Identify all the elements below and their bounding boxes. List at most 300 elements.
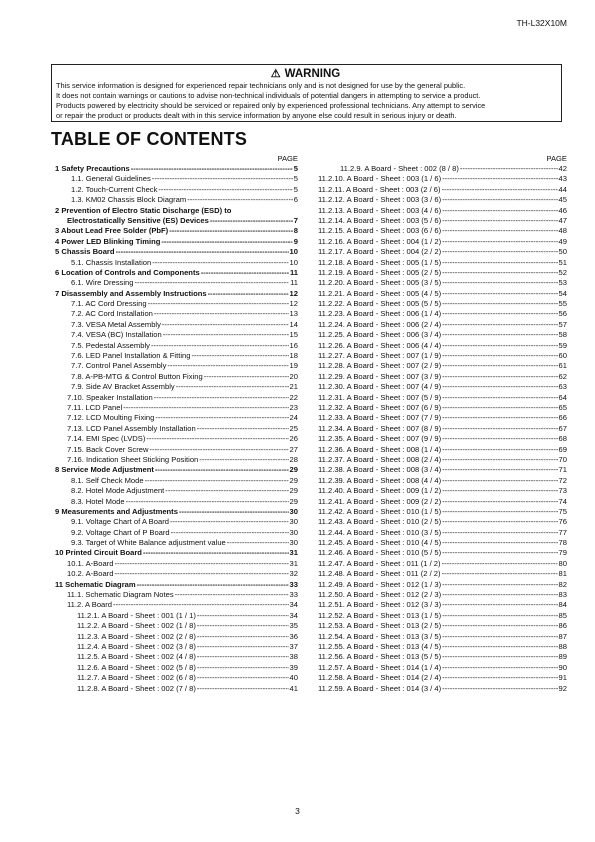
toc-leader xyxy=(179,507,289,517)
toc-entry-title: 11.2.52. A Board - Sheet : 013 (1 / 5) xyxy=(318,610,442,620)
toc-entry-title: 11.2. A Board xyxy=(67,600,113,610)
toc-entry[interactable] xyxy=(55,455,298,465)
toc-entry-page: 88 xyxy=(558,641,567,651)
warning-box xyxy=(51,64,562,122)
toc-entry-page: 90 xyxy=(558,662,567,672)
toc-entry-title: 11.1. Schematic Diagram Notes xyxy=(67,590,174,600)
toc-entry-page: 29 xyxy=(289,486,298,496)
toc-entry[interactable] xyxy=(318,517,567,527)
toc-entry-page: 36 xyxy=(289,631,298,641)
toc-entry[interactable] xyxy=(318,538,567,548)
toc-leader xyxy=(442,206,557,216)
toc-entry-page: 30 xyxy=(289,517,298,527)
toc-entry[interactable] xyxy=(318,673,567,683)
toc-entry[interactable] xyxy=(318,611,567,621)
toc-entry-page: 18 xyxy=(289,351,298,361)
toc-entry[interactable] xyxy=(55,652,298,662)
toc-leader xyxy=(116,247,289,257)
toc-leader xyxy=(442,642,557,652)
toc-entry-title: 11.2.3. A Board - Sheet : 002 (2 / 8) xyxy=(77,631,196,641)
toc-entry[interactable] xyxy=(318,652,567,662)
toc-entry[interactable] xyxy=(318,226,567,236)
toc-entry-title: 7.16. Indication Sheet Sticking Position xyxy=(67,454,199,464)
toc-entry-page: 25 xyxy=(289,423,298,433)
toc-entry[interactable] xyxy=(55,642,298,652)
toc-leader xyxy=(442,403,557,413)
toc-entry-title: 11.2.44. A Board - Sheet : 010 (3 / 5) xyxy=(318,527,442,537)
toc-entry[interactable] xyxy=(55,580,298,590)
toc-entry-title: 9.2. Voltage Chart of P Board xyxy=(71,527,170,537)
toc-entry[interactable] xyxy=(55,538,298,548)
toc-entry[interactable] xyxy=(318,237,567,247)
toc-leader xyxy=(442,663,557,673)
toc-leader xyxy=(123,403,288,413)
toc-entry-title: 7.11. LCD Panel xyxy=(67,402,123,412)
toc-leader xyxy=(197,673,289,683)
toc-entry-title: 11.2.4. A Board - Sheet : 002 (3 / 8) xyxy=(77,641,196,651)
toc-entry[interactable] xyxy=(318,465,567,475)
toc-entry[interactable] xyxy=(318,216,567,226)
toc-entry[interactable] xyxy=(55,497,298,507)
toc-entry-title: 10.1. A-Board xyxy=(67,558,114,568)
toc-leader xyxy=(442,382,557,392)
toc-entry-title: 11.2.38. A Board - Sheet : 008 (3 / 4) xyxy=(318,465,442,475)
toc-entry-page: 39 xyxy=(289,662,298,672)
toc-entry[interactable] xyxy=(318,185,567,195)
toc-entry-page: 34 xyxy=(289,600,298,610)
toc-entry[interactable] xyxy=(318,497,567,507)
toc-entry-page: 73 xyxy=(558,486,567,496)
toc-entry[interactable] xyxy=(55,476,298,486)
toc-leader xyxy=(442,652,557,662)
toc-entry[interactable] xyxy=(55,195,298,205)
toc-entry-page: 7 xyxy=(293,215,298,225)
toc-entry-title: 11.2.5. A Board - Sheet : 002 (4 / 8) xyxy=(77,652,196,662)
toc-entry-page: 89 xyxy=(558,652,567,662)
toc-entry-page: 30 xyxy=(289,527,298,537)
toc-entry-title: 5.1. Chassis Installation xyxy=(71,257,152,267)
toc-leader xyxy=(197,424,289,434)
toc-entry[interactable] xyxy=(55,164,298,174)
toc-entry[interactable] xyxy=(318,278,567,288)
toc-entry-title: 11.2.50. A Board - Sheet : 012 (2 / 3) xyxy=(318,590,442,600)
warning-line: This service information is designed for experienced repair technicians only and is not designed for use by the general public. xyxy=(56,81,466,90)
toc-entry[interactable] xyxy=(55,268,298,278)
toc-entry-title: 11.2.36. A Board - Sheet : 008 (1 / 4) xyxy=(318,444,442,454)
toc-entry-title: 11.2.48. A Board - Sheet : 011 (2 / 2) xyxy=(318,569,441,579)
toc-entry[interactable] xyxy=(318,528,567,538)
toc-entry-title: 11.2.9. A Board - Sheet : 002 (8 / 8) xyxy=(340,164,459,173)
toc-leader xyxy=(197,652,289,662)
warning-title-text: WARNING xyxy=(284,68,341,80)
warning-title xyxy=(56,67,555,81)
toc-entry[interactable] xyxy=(55,258,298,268)
toc-leader xyxy=(149,445,288,455)
toc-entry-page: 76 xyxy=(558,517,567,527)
toc-entry-title: 7.12. LCD Moulting Fixing xyxy=(67,413,155,423)
toc-entry[interactable] xyxy=(318,195,567,205)
toc-entry-page: 38 xyxy=(289,652,298,662)
toc-entry-title: 11.2.21. A Board - Sheet : 005 (4 / 5) xyxy=(318,288,442,298)
toc-entry-page: 6 xyxy=(293,195,298,205)
toc-leader xyxy=(197,611,289,621)
toc-entry-title: 11.2.16. A Board - Sheet : 004 (1 / 2) xyxy=(318,236,442,246)
toc-entry[interactable] xyxy=(318,206,567,216)
toc-entry[interactable] xyxy=(55,590,298,600)
toc-leader xyxy=(148,299,289,309)
toc-entry[interactable] xyxy=(318,559,567,569)
toc-entry-page: 58 xyxy=(558,330,567,340)
toc-entry[interactable] xyxy=(318,268,567,278)
toc-entry-title: 1.3. KM02 Chassis Block Diagram xyxy=(71,195,187,205)
toc-entry[interactable] xyxy=(318,621,567,631)
toc-entry-page: 49 xyxy=(558,236,567,246)
toc-entry-title: 11.2.14. A Board - Sheet : 003 (5 / 6) xyxy=(318,215,442,225)
toc-entry-title: 11.2.30. A Board - Sheet : 007 (4 / 9) xyxy=(318,382,442,392)
toc-entry-title: 11.2.1. A Board - Sheet : 001 (1 / 1) xyxy=(77,610,196,620)
toc-entry-title: 11.2.7. A Board - Sheet : 002 (6 / 8) xyxy=(77,673,196,683)
toc-list-left xyxy=(55,164,298,694)
toc-entry-title: 11.2.51. A Board - Sheet : 012 (3 / 3) xyxy=(318,600,442,610)
toc-leader xyxy=(161,237,292,247)
toc-list-right xyxy=(318,164,567,694)
toc-entry-page: 84 xyxy=(558,600,567,610)
toc-entry-title: 5 Chassis Board xyxy=(55,247,115,257)
toc-entry-page: 32 xyxy=(289,569,298,579)
toc-entry[interactable] xyxy=(55,663,298,673)
toc-entry-title: 7.3. VESA Metal Assembly xyxy=(71,319,161,329)
toc-entry-title: 11.2.40. A Board - Sheet : 009 (1 / 2) xyxy=(318,486,442,496)
toc-entry[interactable] xyxy=(55,611,298,621)
toc-entry-title: 7.10. Speaker Installation xyxy=(67,392,153,402)
toc-entry[interactable] xyxy=(55,517,298,527)
toc-entry[interactable] xyxy=(55,632,298,642)
toc-entry-page: 15 xyxy=(289,330,298,340)
toc-entry[interactable] xyxy=(318,351,567,361)
toc-entry[interactable] xyxy=(55,372,298,382)
toc-entry-page: 28 xyxy=(289,454,298,464)
toc-entry[interactable] xyxy=(318,476,567,486)
toc-entry-title: 8.2. Hotel Mode Adjustment xyxy=(71,486,165,496)
toc-leader xyxy=(442,445,557,455)
toc-entry-title: 11.2.31. A Board - Sheet : 007 (5 / 9) xyxy=(318,392,442,402)
toc-entry[interactable] xyxy=(55,320,298,330)
toc-entry[interactable] xyxy=(318,600,567,610)
toc-entry[interactable] xyxy=(318,507,567,517)
toc-entry-page: 29 xyxy=(289,496,298,506)
toc-leader xyxy=(442,684,557,694)
toc-entry[interactable] xyxy=(55,330,298,340)
toc-entry[interactable] xyxy=(318,361,567,371)
toc-entry[interactable] xyxy=(55,289,298,299)
toc-entry-title: 11.2.25. A Board - Sheet : 006 (3 / 4) xyxy=(318,330,442,340)
toc-entry-page: 59 xyxy=(558,340,567,350)
toc-leader xyxy=(442,268,557,278)
toc-entry-page: 11 xyxy=(290,278,298,288)
toc-entry-page: 78 xyxy=(558,538,567,548)
toc-entry[interactable] xyxy=(55,185,298,195)
toc-entry-page: 82 xyxy=(558,579,567,589)
toc-entry-title: 11.2.27. A Board - Sheet : 007 (1 / 9) xyxy=(318,351,442,361)
toc-leader xyxy=(442,548,557,558)
toc-entry-page: 34 xyxy=(289,610,298,620)
toc-entry-page: 52 xyxy=(558,267,567,277)
toc-leader xyxy=(442,413,557,423)
toc-entry[interactable] xyxy=(318,424,567,434)
toc-entry-page: 10 xyxy=(289,257,298,267)
toc-entry-title: 11.2.49. A Board - Sheet : 012 (1 / 3) xyxy=(318,579,442,589)
toc-entry[interactable] xyxy=(318,580,567,590)
toc-entry[interactable] xyxy=(55,413,298,423)
toc-leader xyxy=(442,351,557,361)
toc-leader xyxy=(442,299,557,309)
toc-entry[interactable] xyxy=(318,330,567,340)
toc-entry[interactable] xyxy=(318,174,567,184)
toc-entry[interactable] xyxy=(55,600,298,610)
toc-entry[interactable] xyxy=(318,434,567,444)
toc-entry-page: 81 xyxy=(558,569,567,579)
toc-entry[interactable] xyxy=(55,299,298,309)
toc-entry[interactable] xyxy=(55,216,298,226)
toc-entry-page: 53 xyxy=(558,278,567,288)
toc-entry[interactable] xyxy=(318,486,567,496)
toc-entry[interactable] xyxy=(318,569,567,579)
toc-entry[interactable] xyxy=(55,174,298,184)
toc-entry[interactable] xyxy=(318,642,567,652)
toc-entry-page: 75 xyxy=(558,506,567,516)
toc-entry[interactable] xyxy=(318,445,567,455)
toc-entry-title: 11.2.2. A Board - Sheet : 002 (1 / 8) xyxy=(77,621,196,631)
toc-leader xyxy=(442,185,558,195)
toc-entry-title: 1.2. Touch-Current Check xyxy=(71,184,158,194)
toc-entry[interactable] xyxy=(318,632,567,642)
toc-entry[interactable] xyxy=(55,445,298,455)
toc-leader xyxy=(151,341,289,351)
toc-entry-page: 10 xyxy=(289,247,298,257)
toc-entry[interactable] xyxy=(55,351,298,361)
toc-leader xyxy=(199,455,288,465)
toc-entry-title: 9 Measurements and Adjustments xyxy=(55,506,178,516)
toc-entry-page: 62 xyxy=(558,371,567,381)
toc-entry-page: 72 xyxy=(558,475,567,485)
toc-entry-title: 11.2.45. A Board - Sheet : 010 (4 / 5) xyxy=(318,538,442,548)
toc-entry[interactable] xyxy=(318,289,567,299)
toc-entry-title: 11.2.19. A Board - Sheet : 005 (2 / 5) xyxy=(318,267,442,277)
toc-entry-title: 11.2.43. A Board - Sheet : 010 (2 / 5) xyxy=(318,517,442,527)
toc-leader xyxy=(210,216,293,226)
toc-entry-title: 11.2.33. A Board - Sheet : 007 (7 / 9) xyxy=(318,413,442,423)
toc-entry-title: 7.4. VESA (BC) Installation xyxy=(71,330,162,340)
toc-leader xyxy=(143,548,289,558)
toc-leader xyxy=(442,247,557,257)
toc-entry-page: 71 xyxy=(558,465,567,475)
toc-entry-title: 11.2.22. A Board - Sheet : 005 (5 / 5) xyxy=(318,299,442,309)
toc-entry[interactable] xyxy=(55,237,298,247)
toc-leader xyxy=(152,258,288,268)
toc-entry[interactable] xyxy=(318,684,567,694)
toc-entry-page: 80 xyxy=(558,558,567,568)
toc-entry[interactable] xyxy=(318,455,567,465)
toc-entry-page: 31 xyxy=(289,558,298,568)
toc-leader xyxy=(126,497,289,507)
toc-leader xyxy=(442,465,557,475)
toc-entry[interactable] xyxy=(55,465,298,475)
toc-entry-page: 68 xyxy=(558,434,567,444)
toc-entry-page: 70 xyxy=(558,454,567,464)
toc-entry[interactable] xyxy=(55,569,298,579)
toc-leader xyxy=(113,600,289,610)
toc-entry-title: 11.2.59. A Board - Sheet : 014 (3 / 4) xyxy=(318,683,442,693)
toc-entry-title: 8.1. Self Check Mode xyxy=(71,475,144,485)
toc-entry-title: 11.2.8. A Board - Sheet : 002 (7 / 8) xyxy=(77,683,196,693)
toc-entry-title: 7.5. Pedestal Assembly xyxy=(71,340,150,350)
toc-entry-title: 11.2.32. A Board - Sheet : 007 (6 / 9) xyxy=(318,402,442,412)
toc-entry-title: 7.1. AC Cord Dressing xyxy=(71,299,147,309)
toc-entry[interactable] xyxy=(55,393,298,403)
toc-entry-page: 29 xyxy=(289,465,298,475)
toc-leader xyxy=(442,424,557,434)
toc-entry[interactable] xyxy=(318,413,567,423)
toc-entry-title: 11.2.41. A Board - Sheet : 009 (2 / 2) xyxy=(318,496,442,506)
toc-entry-page: 31 xyxy=(289,548,298,558)
toc-leader xyxy=(154,393,289,403)
toc-entry-page: 57 xyxy=(558,319,567,329)
toc-leader xyxy=(169,226,293,236)
toc-entry[interactable] xyxy=(318,258,567,268)
toc-entry-title: 11.2.23. A Board - Sheet : 006 (1 / 4) xyxy=(318,309,442,319)
toc-entry-title: 7 Disassembly and Assembly Instructions xyxy=(55,288,207,298)
toc-entry-title: 2 Prevention of Electro Static Discharge (ESD) to xyxy=(55,205,232,215)
toc-leader xyxy=(162,320,289,330)
toc-entry-title: 11.2.13. A Board - Sheet : 003 (4 / 6) xyxy=(318,205,442,215)
toc-leader xyxy=(442,174,557,184)
toc-entry[interactable] xyxy=(55,684,298,694)
toc-entry[interactable] xyxy=(55,382,298,392)
toc-entry[interactable] xyxy=(318,341,567,351)
toc-entry[interactable] xyxy=(55,226,298,236)
toc-entry[interactable] xyxy=(55,559,298,569)
toc-leader xyxy=(191,351,288,361)
toc-entry-title: 8 Service Mode Adjustment xyxy=(55,465,154,475)
toc-entry[interactable] xyxy=(318,164,567,174)
toc-entry[interactable] xyxy=(55,403,298,413)
toc-entry-page: 29 xyxy=(289,475,298,485)
toc-leader xyxy=(208,289,289,299)
toc-leader xyxy=(197,663,289,673)
toc-entry-page: 43 xyxy=(558,174,567,184)
toc-entry[interactable] xyxy=(318,299,567,309)
toc-entry-page: 50 xyxy=(558,247,567,257)
toc-entry-title: 11.2.24. A Board - Sheet : 006 (2 / 4) xyxy=(318,319,442,329)
toc-leader xyxy=(442,320,557,330)
toc-entry-page: 55 xyxy=(558,299,567,309)
toc-entry[interactable] xyxy=(55,673,298,683)
toc-entry-title: 11.2.20. A Board - Sheet : 005 (3 / 5) xyxy=(318,278,442,288)
toc-entry-title: 8.3. Hotel Mode xyxy=(71,496,125,506)
toc-entry[interactable] xyxy=(318,372,567,382)
toc-entry-page: 12 xyxy=(289,299,298,309)
toc-entry[interactable] xyxy=(318,320,567,330)
toc-entry-title: 11.2.12. A Board - Sheet : 003 (3 / 6) xyxy=(318,195,442,205)
toc-entry[interactable] xyxy=(318,247,567,257)
toc-entry-title: Electrostatically Sensitive (ES) Devices xyxy=(67,215,209,225)
toc-entry-page: 5 xyxy=(293,184,298,194)
toc-entry-title: 11.2.34. A Board - Sheet : 007 (8 / 9) xyxy=(318,423,442,433)
toc-leader xyxy=(167,361,288,371)
model-number: TH-L32X10M xyxy=(516,18,567,28)
toc-entry[interactable] xyxy=(318,393,567,403)
toc-leader xyxy=(442,559,558,569)
toc-entry-title: 11.2.28. A Board - Sheet : 007 (2 / 9) xyxy=(318,361,442,371)
toc-entry-page: 48 xyxy=(558,226,567,236)
toc-entry[interactable] xyxy=(55,341,298,351)
toc-entry[interactable] xyxy=(55,507,298,517)
toc-entry-title: 6 Location of Controls and Components xyxy=(55,267,200,277)
toc-leader xyxy=(442,486,557,496)
toc-column-left xyxy=(55,153,298,694)
toc-entry-page: 12 xyxy=(289,288,298,298)
toc-entry-title: 10 Printed Circuit Board xyxy=(55,548,142,558)
toc-entry-title: 11.2.18. A Board - Sheet : 005 (1 / 5) xyxy=(318,257,442,267)
toc-entry-page: 87 xyxy=(558,631,567,641)
toc-entry-title: 11.2.6. A Board - Sheet : 002 (5 / 8) xyxy=(77,662,196,672)
toc-entry-title: 11.2.58. A Board - Sheet : 014 (2 / 4) xyxy=(318,673,442,683)
toc-entry[interactable] xyxy=(55,548,298,558)
toc-entry[interactable] xyxy=(318,403,567,413)
toc-entry-title: 7.15. Back Cover Screw xyxy=(67,444,149,454)
toc-entry[interactable] xyxy=(55,309,298,319)
toc-entry-page: 64 xyxy=(558,392,567,402)
toc-leader xyxy=(176,382,289,392)
toc-title: TABLE OF CONTENTS xyxy=(51,129,248,149)
toc-leader xyxy=(442,632,557,642)
toc-entry-page: 40 xyxy=(289,673,298,683)
toc-leader xyxy=(134,278,289,288)
toc-entry-page: 67 xyxy=(558,423,567,433)
toc-entry[interactable] xyxy=(55,621,298,631)
toc-leader xyxy=(155,413,288,423)
toc-entry[interactable] xyxy=(55,206,298,216)
toc-leader xyxy=(201,268,289,278)
toc-leader xyxy=(442,507,557,517)
toc-entry-page: 16 xyxy=(289,340,298,350)
toc-entry[interactable] xyxy=(55,528,298,538)
toc-leader xyxy=(442,528,557,538)
toc-entry[interactable] xyxy=(318,548,567,558)
toc-entry-page: 21 xyxy=(289,382,298,392)
toc-entry-page: 33 xyxy=(289,579,298,589)
toc-entry-title: 11.2.53. A Board - Sheet : 013 (2 / 5) xyxy=(318,621,442,631)
toc-leader xyxy=(165,486,288,496)
toc-leader xyxy=(442,517,557,527)
toc-entry-page: 26 xyxy=(289,434,298,444)
toc-entry[interactable] xyxy=(318,663,567,673)
toc-entry[interactable] xyxy=(318,309,567,319)
toc-leader xyxy=(163,330,289,340)
toc-entry-title: 7.9. Side AV Bracket Assembly xyxy=(71,382,175,392)
toc-entry-title: 9.3. Target of White Balance adjustment value xyxy=(71,538,226,548)
toc-entry[interactable] xyxy=(55,247,298,257)
toc-entry[interactable] xyxy=(318,590,567,600)
toc-entry[interactable] xyxy=(55,486,298,496)
toc-entry[interactable] xyxy=(318,382,567,392)
toc-entry[interactable] xyxy=(55,434,298,444)
toc-entry[interactable] xyxy=(55,424,298,434)
toc-entry-title: 11.2.54. A Board - Sheet : 013 (3 / 5) xyxy=(318,631,442,641)
toc-entry[interactable] xyxy=(55,361,298,371)
toc-entry[interactable] xyxy=(55,278,298,288)
toc-entry-page: 74 xyxy=(558,496,567,506)
